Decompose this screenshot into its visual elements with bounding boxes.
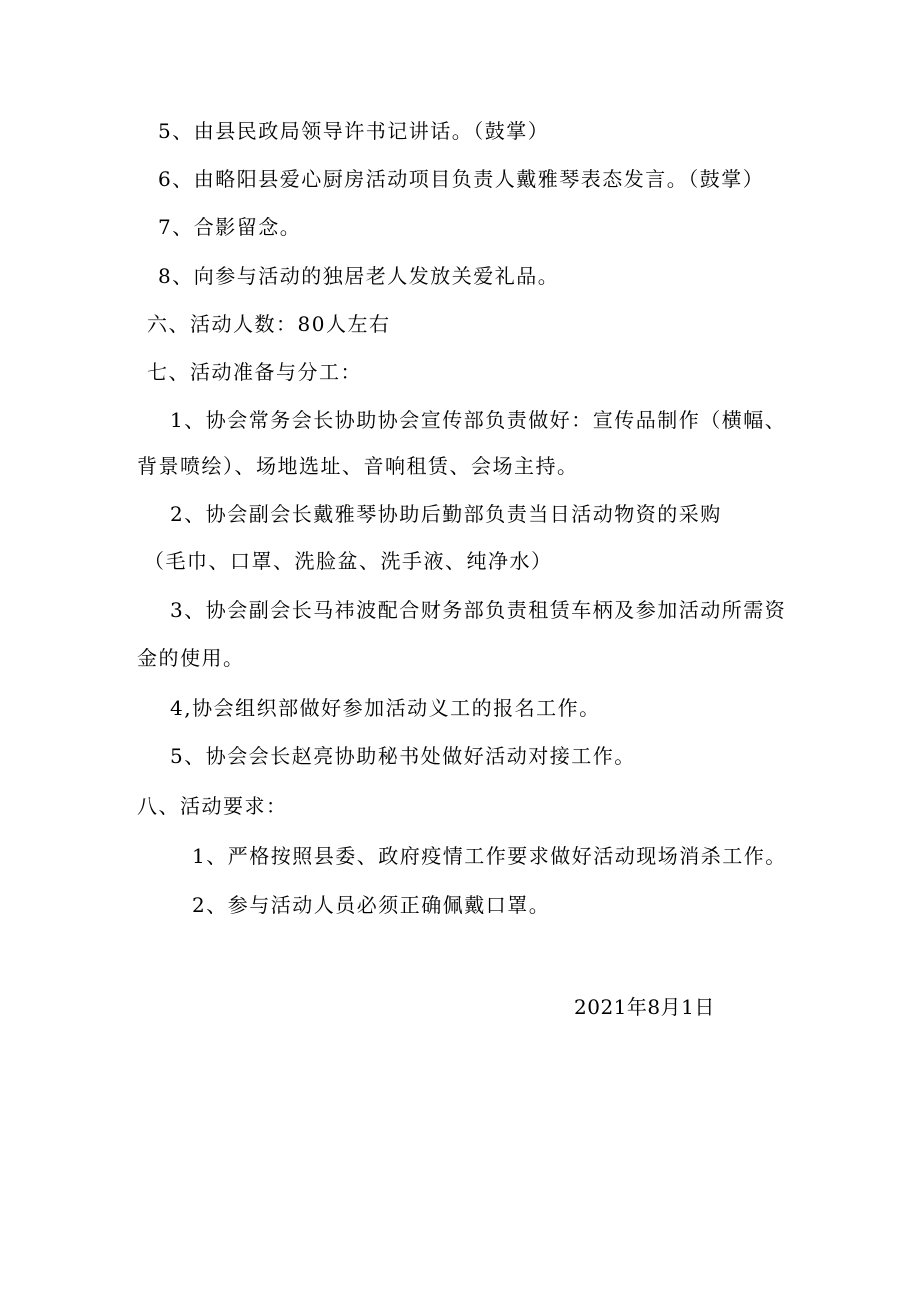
line-item-6-speech: 6、由略阳县爱心厨房活动项目负责人戴雅琴表态发言。（鼓掌） (158, 167, 765, 191)
requirement-item-1: 1、严格按照县委、政府疫情工作要求做好活动现场消杀工作。 (192, 844, 787, 868)
document-date: 2021年8月1日 (574, 995, 715, 1019)
prep-item-4: 4,协会组织部做好参加活动义工的报名工作。 (170, 696, 601, 720)
requirement-item-2: 2、参与活动人员必须正确佩戴口罩。 (192, 893, 551, 917)
line-item-8-gifts: 8、向参与活动的独居老人发放关爱礼品。 (158, 264, 560, 288)
section-7-heading: 七、活动准备与分工： (147, 360, 362, 384)
prep-item-1-line-1: 1、协会常务会长协助协会宣传部负责做好：宣传品制作（横幅、 (170, 408, 787, 432)
line-item-7-photo: 7、合影留念。 (158, 215, 302, 239)
prep-item-2-line-2: （毛巾、口罩、洗脸盆、洗手液、纯净水） (144, 549, 553, 573)
prep-item-2-line-1: 2、协会副会长戴雅琴协助后勤部负责当日活动物资的采购 (170, 502, 722, 526)
prep-item-5: 5、协会会长赵亮协助秘书处做好活动对接工作。 (170, 744, 636, 768)
line-item-5-speech: 5、由县民政局领导许书记讲话。（鼓掌） (158, 119, 550, 143)
prep-item-3-line-2: 金的使用。 (137, 646, 245, 670)
section-8-heading: 八、活动要求： (137, 794, 288, 818)
prep-item-3-line-1: 3、协会副会长马祎波配合财务部负责租赁车柄及参加活动所需资 (170, 598, 787, 622)
section-6-headcount: 六、活动人数：80人左右 (147, 312, 391, 336)
prep-item-1-line-2: 背景喷绘）、场地选址、音响租赁、会场主持。 (137, 454, 579, 478)
